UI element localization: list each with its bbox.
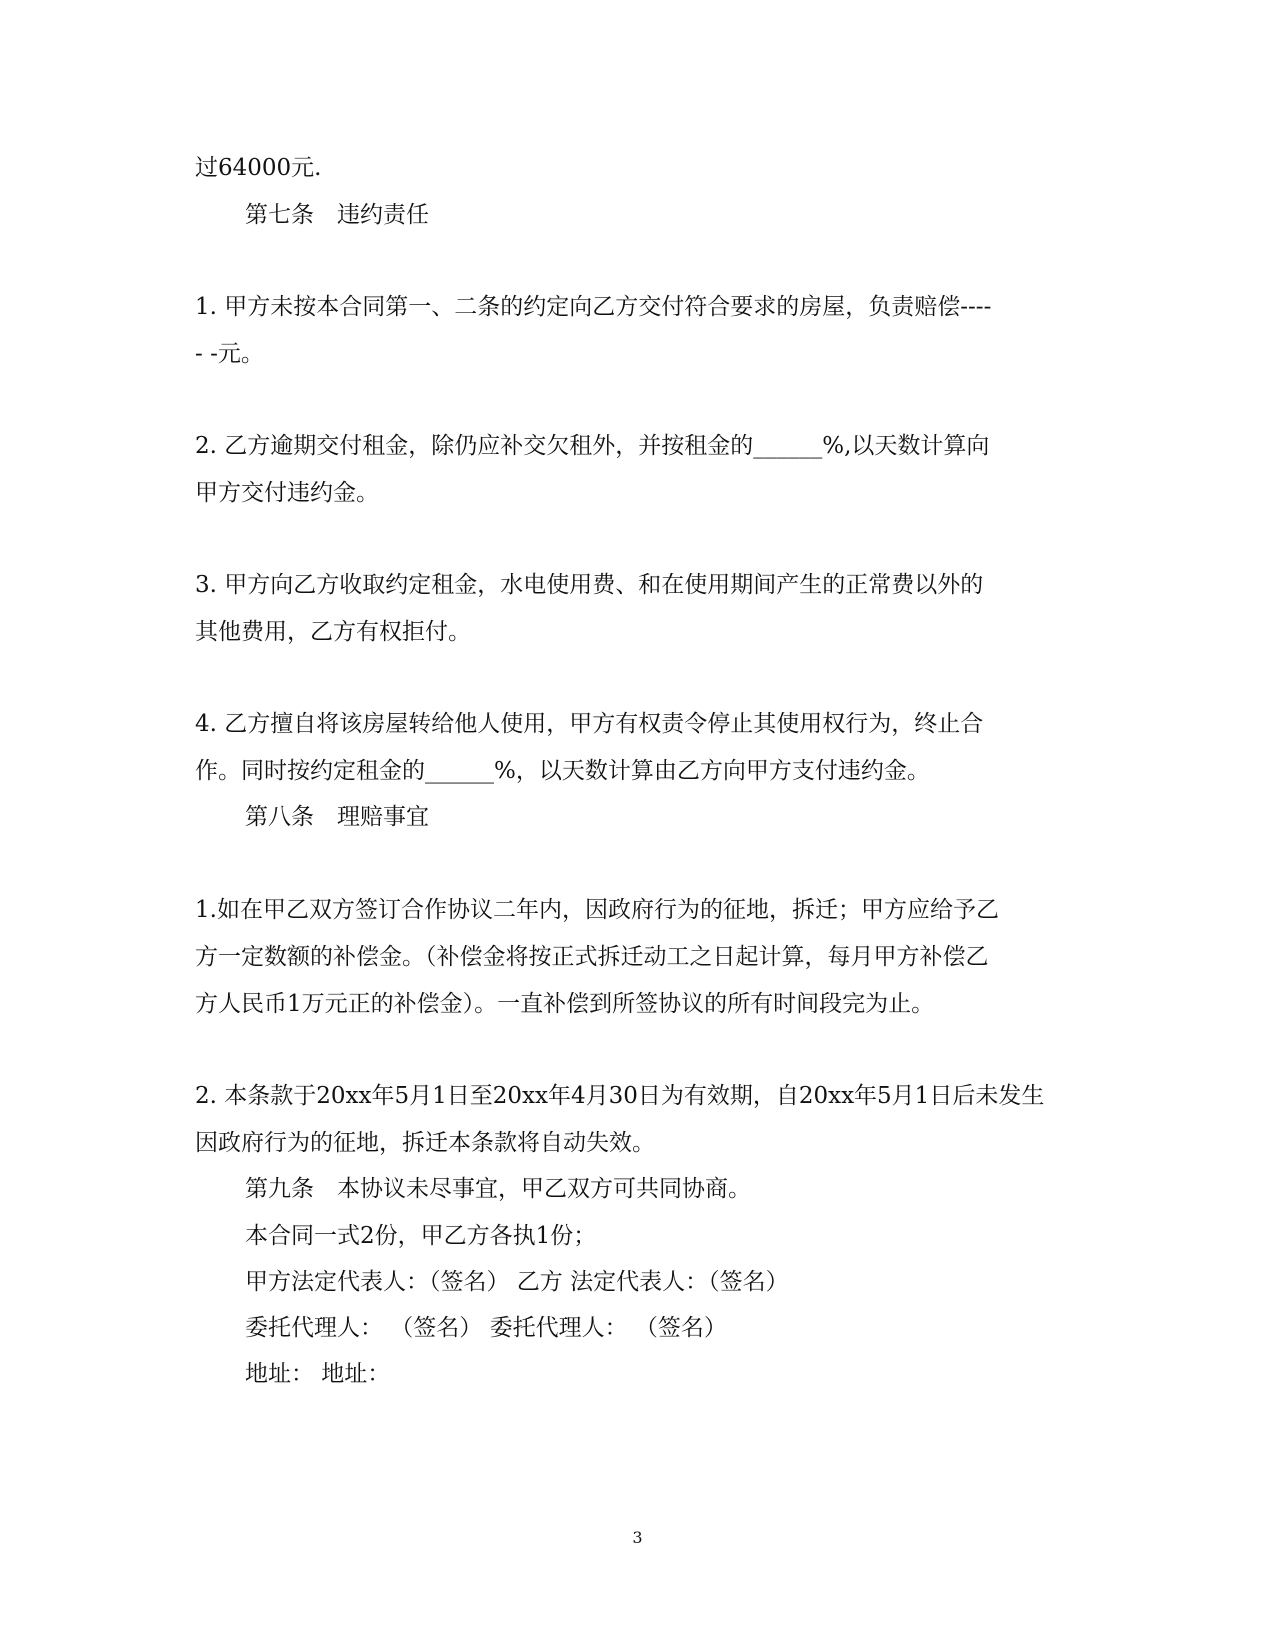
- clause-7-1-line-2: - -元。: [195, 341, 264, 367]
- clause-7-3-line-2: 其他费用，乙方有权拒付。: [195, 619, 471, 645]
- article-8-heading: 第八条 理赔事宜: [245, 804, 429, 830]
- clause-8-2-line-2: 因政府行为的征地，拆迁本条款将自动失效。: [195, 1130, 655, 1156]
- copies-line: 本合同一式2份，甲乙方各执1份；: [245, 1223, 597, 1249]
- article-9-line: 第九条 本协议未尽事宜，甲乙双方可共同协商。: [245, 1176, 751, 1202]
- clause-7-2-line-2: 甲方交付违约金。: [195, 480, 379, 506]
- address-line: 地址： 地址：: [245, 1361, 391, 1387]
- continuation-line: 过64000元.: [195, 155, 322, 181]
- article-7-heading: 第七条 违约责任: [245, 202, 429, 228]
- clause-7-4-line-1: 4. 乙方擅自将该房屋转给他人使用，甲方有权责令停止其使用权行为，终止合: [195, 711, 984, 737]
- clause-7-4-line-2: 作。同时按约定租金的______%，以天数计算由乙方向甲方支付违约金。: [195, 758, 930, 784]
- clause-8-1-line-1: 1.如在甲乙双方签订合作协议二年内，因政府行为的征地，拆迁；甲方应给予乙: [195, 897, 999, 923]
- legal-representatives-line: 甲方法定代表人：（签名） 乙方 法定代表人：（签名）: [245, 1269, 789, 1295]
- agents-line: 委托代理人： （签名） 委托代理人： （签名）: [245, 1315, 727, 1341]
- page-number: 3: [632, 1528, 643, 1547]
- clause-7-3-line-1: 3. 甲方向乙方收取约定租金，水电使用费、和在使用期间产生的正常费以外的: [195, 572, 984, 598]
- clause-8-1-line-3: 方人民币1万元正的补偿金）。一直补偿到所签协议的所有时间段完为止。: [195, 991, 935, 1017]
- clause-7-2-line-1: 2. 乙方逾期交付租金，除仍应补交欠租外，并按租金的______%,以天数计算向: [195, 433, 990, 459]
- clause-7-1-line-1: 1. 甲方未按本合同第一、二条的约定向乙方交付符合要求的房屋，负责赔偿----: [195, 294, 992, 320]
- clause-8-2-line-1: 2. 本条款于20xx年5月1日至20xx年4月30日为有效期，自20xx年5月1日后未发生: [195, 1083, 1045, 1109]
- clause-8-1-line-2: 方一定数额的补偿金。（补偿金将按正式拆迁动工之日起计算，每月甲方补偿乙: [195, 944, 989, 970]
